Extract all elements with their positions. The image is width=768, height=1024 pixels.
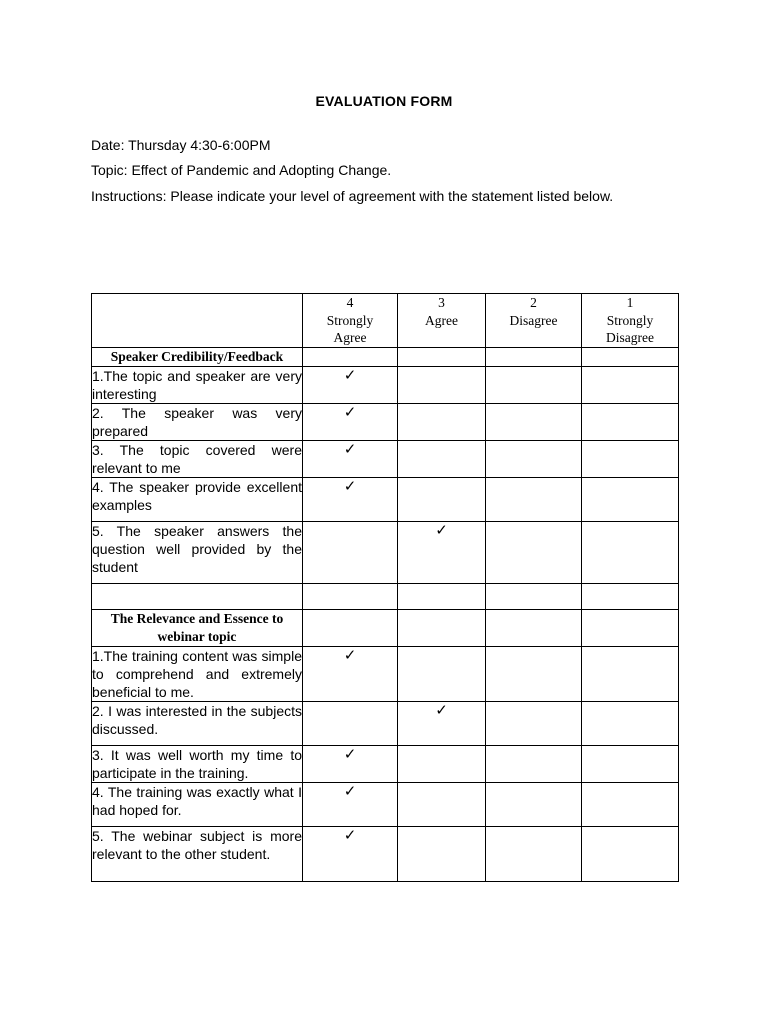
rating-cell-4 [303,827,398,882]
section-title: The Relevance and Essence to webinar topic [92,610,303,647]
check-mark-icon: ✓ [343,367,357,384]
check-mark-icon: ✓ [343,441,357,458]
statement-row [92,441,679,478]
rating-cell-1 [582,783,679,827]
statement-row [92,702,679,746]
evaluation-table [91,293,679,882]
rating-cell-2 [486,522,582,584]
rating-cell-2 [486,647,582,702]
check-mark-icon: ✓ [343,647,357,664]
statement-text: 1.The topic and speaker are very interesting [92,368,302,402]
header-strongly-disagree [582,294,679,348]
rating-cell-4 [303,783,398,827]
statement-row [92,647,679,702]
statement-text: 5. The speaker answers the question well provided by the student [92,522,303,584]
spacer-row [92,584,679,610]
rating-cell-2 [486,783,582,827]
rating-cell-3 [398,746,486,783]
rating-cell-2 [486,478,582,522]
check-mark-icon: ✓ [343,827,357,844]
header-blank-cell [92,294,303,348]
header-number: 2 [530,295,537,310]
statement-row [92,746,679,783]
rating-cell-1 [582,827,679,882]
rating-cell-1 [582,441,679,478]
header-label: Strongly Disagree [606,312,654,345]
statement-text: 5. The webinar subject is more relevant to the other student. [92,827,303,882]
rating-cell-3 [398,404,486,441]
statement-text: 4. The speaker provide excellent examples [92,478,303,522]
statement-text: 2. The speaker was very prepared [92,405,302,439]
rating-cell-1 [582,647,679,702]
rating-cell-3 [398,702,486,746]
statement-row [92,522,679,584]
header-label: Disagree [509,312,558,328]
rating-cell-2 [486,827,582,882]
check-mark-icon: ✓ [343,783,357,800]
statement-row [92,404,679,441]
statement-text: 3. It was well worth my time to participate in the training. [92,747,302,781]
rating-cell-2 [486,441,582,478]
statement-row [92,783,679,827]
rating-cell-1 [582,404,679,441]
rating-cell-1 [582,478,679,522]
topic-line: Topic: Effect of Pandemic and Adopting Change. [91,162,392,178]
rating-cell-3 [398,441,486,478]
section-row [92,610,679,647]
header-disagree [486,294,582,348]
rating-cell-3 [398,367,486,404]
rating-cell-4 [303,404,398,441]
rating-cell-2 [486,746,582,783]
section-row [92,348,679,367]
rating-cell-1 [582,522,679,584]
statement-row [92,827,679,882]
rating-cell-4 [303,478,398,522]
check-mark-icon: ✓ [343,746,357,763]
rating-cell-2 [486,702,582,746]
statement-text: 3. The topic covered were relevant to me [92,442,302,476]
check-mark-icon: ✓ [343,478,357,495]
section-title: Speaker Credibility/Feedback [92,348,303,367]
rating-cell-1 [582,746,679,783]
check-mark-icon: ✓ [343,404,357,421]
rating-cell-1 [582,702,679,746]
rating-cell-3 [398,783,486,827]
header-number: 1 [626,295,634,310]
rating-cell-2 [486,404,582,441]
check-mark-icon: ✓ [435,522,448,539]
statement-row [92,367,679,404]
rating-cell-2 [486,367,582,404]
statement-text: 1.The training content was simple to comprehend and extremely beneficial to me. [92,648,302,700]
rating-cell-3 [398,827,486,882]
rating-cell-4 [303,367,398,404]
header-label: Strongly Agree [326,312,374,345]
header-label: Agree [425,312,458,328]
rating-cell-3 [398,522,486,584]
rating-cell-3 [398,647,486,702]
header-number: 4 [346,295,354,310]
statement-text: 4. The training was exactly what I had hoped for. [92,783,303,827]
rating-cell-4 [303,441,398,478]
rating-cell-3 [398,478,486,522]
check-mark-icon: ✓ [435,702,448,719]
header-row [92,294,679,348]
rating-cell-4 [303,746,398,783]
rating-cell-4 [303,647,398,702]
rating-cell-4 [303,522,398,584]
header-number: 3 [438,295,445,310]
rating-cell-1 [582,367,679,404]
date-line: Date: Thursday 4:30-6:00PM [91,137,271,153]
form-title: EVALUATION FORM [315,93,453,109]
header-agree [398,294,486,348]
statement-text: 2. I was interested in the subjects discussed. [92,702,303,746]
instructions-line: Instructions: Please indicate your level of agreement with the statement listed below. [91,188,614,204]
statement-row [92,478,679,522]
rating-cell-4 [303,702,398,746]
header-strongly-agree [303,294,398,348]
